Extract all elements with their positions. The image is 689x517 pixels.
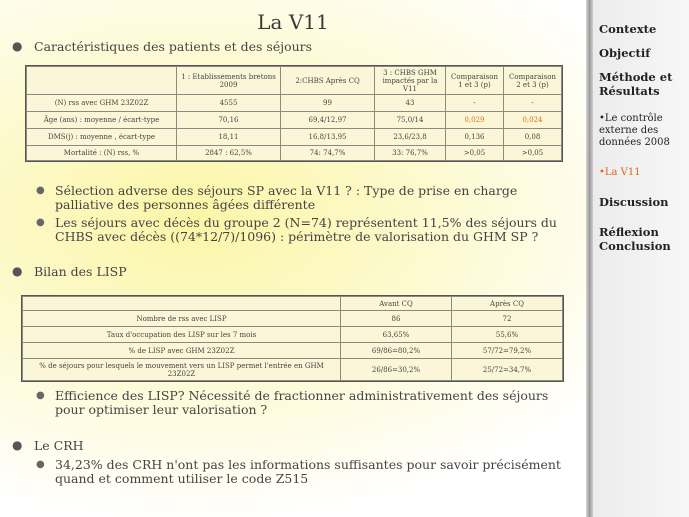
table-header-cell: 3 : CHBS GHM impactés par la V11 — [375, 67, 446, 95]
bullet-dot-icon: ● — [12, 39, 23, 53]
table-cell: 63,65% — [341, 327, 452, 343]
section-label: Caractéristiques des patients et des séjours — [34, 39, 313, 54]
table-header-cell: 2:CHBS Après CQ — [281, 67, 375, 95]
table-header-cell: Comparaison 2 et 3 (p) — [504, 67, 562, 95]
table-cell: - — [446, 95, 504, 112]
table-row — [27, 146, 562, 161]
table-row — [23, 343, 563, 359]
sub-bullet-crh — [36, 458, 566, 488]
table-header-cell: Avant CQ — [341, 297, 452, 311]
row-label: Âge (ans) : moyenne / écart-type — [27, 112, 177, 129]
table-row — [27, 112, 562, 129]
table-cell: 0,08 — [504, 129, 562, 146]
table-header-cell: Comparaison 1 et 3 (p) — [446, 67, 504, 95]
row-label: % de séjours pour lesquels le mouvement vers un LISP permet l'entrée en GHM 23Z02Z — [23, 359, 341, 381]
table-header-row — [23, 297, 563, 311]
table-cell-significant: 0,024 — [504, 112, 562, 129]
sub-bullet-text: Efficience des LISP? Nécessité de fractionner administrativement des séjours pour optimiser leur valorisation ? — [55, 388, 549, 417]
table-row — [27, 95, 562, 112]
table-row — [27, 129, 562, 146]
row-label: (N) rss avec GHM 23Z02Z — [27, 95, 177, 112]
row-label: Nombre de rss avec LISP — [23, 311, 341, 327]
table-header-cell — [27, 67, 177, 95]
table-cell: >0,05 — [446, 146, 504, 161]
row-label: DMS(j) : moyenne , écart-type — [27, 129, 177, 146]
table-cell: 55,6% — [452, 327, 563, 343]
bullet-dot-icon: ● — [36, 459, 45, 470]
lisp-table — [22, 296, 563, 381]
table-cell: 2847 : 62,5% — [177, 146, 281, 161]
table-cell: 23,6/23,8 — [375, 129, 446, 146]
nav-sidebar — [593, 0, 689, 517]
bullet-dot-icon: ● — [12, 264, 23, 278]
table-cell: 57/72=79,2% — [452, 343, 563, 359]
bullet-dot-icon: ● — [36, 390, 45, 401]
table-cell: 18,11 — [177, 129, 281, 146]
row-label: Taux d'occupation des LISP sur les 7 mois — [23, 327, 341, 343]
table-cell: 26/86=30,2% — [341, 359, 452, 381]
nav-item-controle-externe[interactable]: •Le contrôle externe des données 2008 — [599, 113, 670, 148]
section-label: Bilan des LISP — [34, 264, 127, 279]
sub-bullet-text: Les séjours avec décès du groupe 2 (N=74) représentent 11,5% des séjours du CHBS avec décès ((74*12/7)/1096) : périmètre de valorisation du GHM SP ? — [55, 215, 557, 244]
sidebar-divider — [586, 0, 593, 517]
sub-bullet-efficiency — [36, 389, 566, 419]
slide-title: La V11 — [257, 10, 329, 34]
table-cell: 25/72=34,7% — [452, 359, 563, 381]
table-header-cell: Après CQ — [452, 297, 563, 311]
table-cell: >0,05 — [504, 146, 562, 161]
table-cell-significant: 0,029 — [446, 112, 504, 129]
bullet-dot-icon: ● — [36, 217, 45, 228]
table-cell: 99 — [281, 95, 375, 112]
nav-item-methode[interactable]: Méthode et Résultats — [599, 70, 673, 98]
table-cell: 75,0/14 — [375, 112, 446, 129]
table-cell: 86 — [341, 311, 452, 327]
table-row — [23, 359, 563, 381]
table-row — [23, 327, 563, 343]
table-cell: 74: 74,7% — [281, 146, 375, 161]
sub-bullet-text: 34,23% des CRH n'ont pas les informations suffisantes pour savoir précisément quand et comment utiliser le code Z515 — [55, 457, 561, 486]
row-label: % de LISP avec GHM 23Z02Z — [23, 343, 341, 359]
table-cell: 72 — [452, 311, 563, 327]
table-cell: 70,16 — [177, 112, 281, 129]
table-cell: 69,4/12,97 — [281, 112, 375, 129]
sub-bullet-deaths — [36, 216, 566, 246]
row-label: Mortalité : (N) rss, % — [27, 146, 177, 161]
table-cell: 0,136 — [446, 129, 504, 146]
table-cell: 43 — [375, 95, 446, 112]
table-cell: 16,8/13,95 — [281, 129, 375, 146]
table-cell: 69/86=80,2% — [341, 343, 452, 359]
patients-table — [26, 66, 562, 161]
sub-bullet-text: Sélection adverse des séjours SP avec la V11 ? : Type de prise en charge palliative des personnes âgées différente — [55, 183, 518, 212]
bullet-dot-icon: ● — [36, 185, 45, 196]
nav-item-objectif[interactable]: Objectif — [599, 46, 651, 60]
table-header-cell: 1 : Etablissements bretons 2009 — [177, 67, 281, 95]
section-label: Le CRH — [34, 438, 84, 453]
nav-item-contexte[interactable]: Contexte — [599, 22, 657, 36]
table-cell: - — [504, 95, 562, 112]
nav-item-v11-active[interactable]: •La V11 — [599, 167, 641, 178]
table-header-row — [27, 67, 562, 95]
sub-bullet-adverse-selection — [36, 184, 566, 214]
nav-item-discussion[interactable]: Discussion — [599, 195, 669, 209]
table-cell: 33: 76,7% — [375, 146, 446, 161]
table-row — [23, 311, 563, 327]
bullet-dot-icon: ● — [12, 438, 23, 452]
table-header-cell — [23, 297, 341, 311]
table-cell: 4555 — [177, 95, 281, 112]
nav-item-reflexion[interactable]: Réflexion Conclusion — [599, 225, 671, 253]
